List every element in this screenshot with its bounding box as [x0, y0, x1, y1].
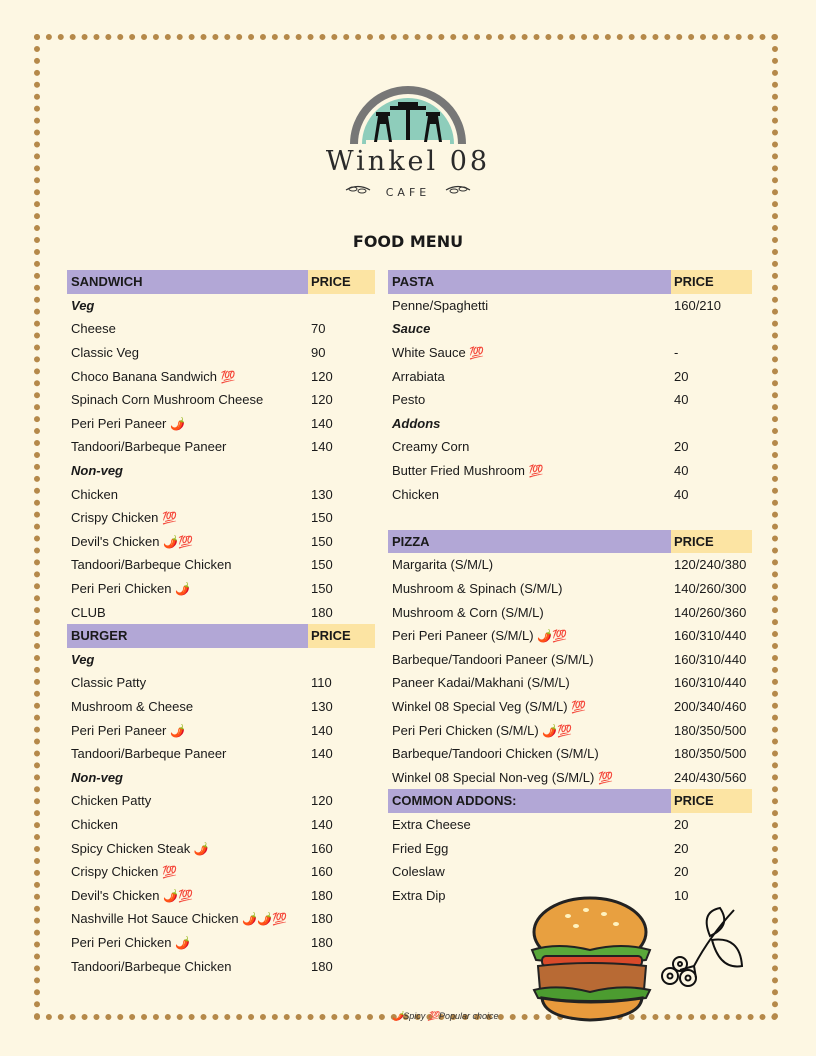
subsection-title: Veg [71, 651, 95, 667]
item-name-cell [67, 557, 308, 572]
menu-item [388, 860, 752, 884]
item-tags-icon: 🌶️ [170, 416, 185, 431]
item-name-cell [67, 723, 308, 738]
menu-item [388, 836, 752, 860]
item-name: Penne/Spaghetti [392, 297, 489, 313]
item-name: Chicken [71, 486, 118, 502]
item-name: White Sauce [392, 345, 466, 361]
spacer [388, 506, 752, 530]
item-name-cell [388, 817, 671, 832]
menu-item [67, 742, 375, 766]
item-name: Pesto [392, 392, 426, 408]
menu-item [67, 600, 375, 624]
item-price: 200/340/460 [674, 698, 747, 714]
item-tags-icon: 🌶️ [170, 723, 185, 738]
item-price: 40 [674, 486, 689, 502]
item-name-cell [388, 723, 671, 738]
item-price: 160/310/440 [674, 651, 747, 667]
subsection-label [67, 648, 375, 672]
item-price: 160/210 [674, 297, 721, 313]
menu-item [67, 341, 375, 365]
menu-item [67, 836, 375, 860]
menu-item [67, 718, 375, 742]
menu-item [67, 388, 375, 412]
burger-illustration [528, 894, 658, 1029]
item-price: 20 [674, 816, 689, 832]
item-name: Coleslaw [392, 864, 445, 880]
subsection-label [67, 765, 375, 789]
menu-item [388, 482, 752, 506]
item-tags-icon: 🌶️🌶️💯 [242, 912, 288, 927]
item-name: Chicken Patty [71, 793, 152, 809]
menu-item [388, 459, 752, 483]
price-header: PRICE [671, 789, 752, 813]
leaf-right-icon [444, 183, 472, 202]
item-price: 140 [311, 439, 333, 455]
subsection-title: Non-veg [71, 463, 123, 479]
item-name: Butter Fried Mushroom [392, 463, 525, 479]
item-name: Tandoori/Barbeque Paneer [71, 439, 227, 455]
menu-item [388, 553, 752, 577]
item-name-cell [67, 345, 308, 360]
item-name: Peri Peri Chicken [71, 581, 172, 597]
menu-item [67, 506, 375, 530]
item-name-cell [388, 652, 671, 667]
subsection-label [67, 459, 375, 483]
menu-item [388, 671, 752, 695]
item-price: 130 [311, 486, 333, 502]
item-price: 90 [311, 345, 326, 361]
item-name: Crispy Chicken [71, 864, 159, 880]
item-price: 180 [311, 887, 333, 903]
menu-item [388, 294, 752, 318]
item-price: 140 [311, 816, 333, 832]
menu-item [388, 388, 752, 412]
legend [392, 1011, 499, 1022]
item-name: Tandoori/Barbeque Chicken [71, 557, 232, 573]
item-price: 180 [311, 604, 333, 620]
leaf-left-icon [344, 183, 372, 202]
item-price: 110 [311, 675, 332, 691]
item-name-cell [67, 959, 308, 974]
legend-popular: Popular choice [438, 1011, 499, 1021]
price-header: PRICE [671, 530, 752, 554]
item-price: 40 [674, 392, 689, 408]
menu-item [388, 742, 752, 766]
section-header [388, 789, 752, 813]
section-title: BURGER [67, 624, 308, 648]
item-price: 160/310/440 [674, 675, 747, 691]
section-header [388, 270, 752, 294]
menu-item [67, 577, 375, 601]
item-price: 130 [311, 698, 333, 714]
item-name: Nashville Hot Sauce Chicken [71, 911, 239, 927]
item-name: Classic Veg [71, 345, 139, 361]
menu-item [388, 435, 752, 459]
item-price: 150 [311, 510, 333, 526]
item-name-cell [67, 581, 308, 596]
item-name: Mushroom & Cheese [71, 698, 194, 714]
item-name-cell [67, 864, 308, 879]
legend-spicy: Spicy [403, 1011, 426, 1021]
item-tags-icon: 🌶️ [175, 582, 191, 597]
item-name-cell [67, 675, 308, 690]
item-name-cell [388, 746, 671, 761]
price-header: PRICE [671, 270, 752, 294]
item-name: Crispy Chicken [71, 510, 159, 526]
item-name: Creamy Corn [392, 439, 470, 455]
subsection-title: Non-veg [71, 769, 123, 785]
subsection-label [67, 294, 375, 318]
menu-item [67, 482, 375, 506]
item-name: Extra Cheese [392, 816, 471, 832]
item-name: Peri Peri Chicken [71, 934, 172, 950]
item-name: Classic Patty [71, 675, 147, 691]
section-title: COMMON ADDONS: [388, 789, 671, 813]
menu-item [67, 553, 375, 577]
item-name: Winkel 08 Special Veg (S/M/L) [392, 698, 568, 714]
item-price: 120 [311, 392, 333, 408]
item-name-cell [67, 935, 308, 950]
item-price: 180 [311, 934, 333, 950]
section-title: PIZZA [388, 530, 671, 554]
item-name: Arrabiata [392, 368, 445, 384]
item-name: Fried Egg [392, 840, 449, 856]
item-name-cell [67, 534, 308, 549]
item-name: Mushroom & Spinach (S/M/L) [392, 581, 563, 597]
item-price: 140/260/360 [674, 604, 747, 620]
section-header [67, 270, 375, 294]
item-name: Barbeque/Tandoori Chicken (S/M/L) [392, 746, 599, 762]
subsection-label [388, 412, 752, 436]
subsection-title: Addons [392, 415, 441, 431]
menu-item [67, 671, 375, 695]
item-price: 140/260/300 [674, 581, 747, 597]
item-name-cell [388, 298, 671, 313]
item-name-cell [388, 770, 671, 785]
menu-item [388, 624, 752, 648]
item-tags-icon: 🌶️ [175, 935, 191, 950]
left-column [67, 270, 375, 978]
item-name-cell [388, 392, 671, 407]
item-name: Peri Peri Paneer [71, 722, 167, 738]
section-header [388, 530, 752, 554]
item-name-cell [388, 345, 671, 360]
item-price: 180 [311, 958, 333, 974]
item-name: Chicken [392, 486, 439, 502]
cafe-logo [0, 68, 816, 146]
menu-item [67, 530, 375, 554]
item-name: Peri Peri Paneer (S/M/L) [392, 628, 534, 644]
item-name: Tandoori/Barbeque Chicken [71, 958, 232, 974]
menu-title: FOOD MENU [352, 232, 464, 251]
section-header [67, 624, 375, 648]
item-price: 150 [311, 581, 333, 597]
item-name-cell [67, 746, 308, 761]
menu-item [388, 577, 752, 601]
item-tags-icon: 🌶️💯 [163, 888, 193, 903]
menu-item [388, 813, 752, 837]
item-price: 160 [311, 864, 333, 880]
item-tags-icon: 💯 [528, 464, 544, 479]
menu-item [388, 695, 752, 719]
menu-item [67, 931, 375, 955]
item-name-cell [67, 911, 308, 926]
item-name-cell [388, 557, 671, 572]
item-name: Paneer Kadai/Makhani (S/M/L) [392, 675, 570, 691]
item-name: Peri Peri Paneer [71, 415, 167, 431]
item-name: Chicken [71, 816, 118, 832]
item-name: Choco Banana Sandwich [71, 368, 217, 384]
menu-item [67, 860, 375, 884]
subsection-title: Veg [71, 297, 95, 313]
item-price: 180/350/500 [674, 746, 747, 762]
menu-item [388, 341, 752, 365]
brand-tagline: CAFE [385, 186, 431, 199]
item-name-cell [388, 675, 671, 690]
menu-item [388, 765, 752, 789]
item-name-cell [67, 369, 308, 384]
menu-item [67, 907, 375, 931]
menu-item [67, 954, 375, 978]
menu-item [388, 364, 752, 388]
item-name: Peri Peri Chicken (S/M/L) [392, 722, 539, 738]
item-price: 70 [311, 321, 326, 337]
subsection-label [388, 317, 752, 341]
item-price: 20 [674, 368, 689, 384]
item-price: 120 [311, 368, 333, 384]
item-name-cell [67, 817, 308, 832]
section-title: PASTA [388, 270, 671, 294]
item-tags-icon: 🌶️💯 [163, 534, 193, 549]
item-tags-icon: 💯 [162, 511, 177, 526]
item-name: Devil's Chicken [71, 887, 160, 903]
item-name-cell [67, 439, 308, 454]
item-name-cell [388, 864, 671, 879]
item-price: 20 [674, 864, 689, 880]
price-header: PRICE [308, 624, 375, 648]
item-name-cell [388, 628, 671, 643]
item-name: Barbeque/Tandoori Paneer (S/M/L) [392, 651, 594, 667]
subsection-title: Sauce [392, 321, 431, 337]
menu-item [67, 412, 375, 436]
item-name-cell [388, 369, 671, 384]
item-price: 20 [674, 840, 689, 856]
item-price: 150 [311, 533, 333, 549]
price-header: PRICE [308, 270, 375, 294]
item-price: 160/310/440 [674, 628, 747, 644]
item-tags-icon: 💯 [162, 865, 177, 880]
item-name: Spicy Chicken Steak [71, 840, 191, 856]
item-name-cell [388, 439, 671, 454]
right-column [388, 270, 752, 907]
item-name: Margarita (S/M/L) [392, 557, 494, 573]
item-price: 180/350/500 [674, 722, 747, 738]
berries-illustration [650, 906, 746, 995]
item-name-cell [67, 510, 308, 525]
menu-item [67, 317, 375, 341]
item-name-cell [67, 793, 308, 808]
item-price: 20 [674, 439, 689, 455]
item-price: 140 [311, 722, 333, 738]
item-name: Tandoori/Barbeque Paneer [71, 746, 227, 762]
item-price: 120/240/380 [674, 557, 747, 573]
item-price: 140 [311, 746, 333, 762]
item-tags-icon: 🌶️ [193, 841, 209, 856]
item-price: 10 [674, 887, 689, 903]
item-tags-icon: 🌶️💯 [542, 723, 573, 738]
item-name: CLUB [71, 604, 106, 620]
item-price: - [674, 345, 679, 361]
hundred-icon: 💯 [427, 1011, 439, 1021]
item-name-cell [67, 605, 308, 620]
item-name-cell [388, 581, 671, 596]
item-tags-icon: 💯 [220, 369, 236, 384]
item-name-cell [67, 699, 308, 714]
item-name-cell [67, 841, 308, 856]
item-price: 140 [311, 415, 333, 431]
item-name: Devil's Chicken [71, 533, 160, 549]
menu-item [388, 718, 752, 742]
item-name-cell [388, 841, 671, 856]
item-price: 160 [311, 840, 333, 856]
menu-item [67, 883, 375, 907]
item-name-cell [388, 605, 671, 620]
menu-item [67, 435, 375, 459]
item-name-cell [67, 392, 308, 407]
item-name: Winkel 08 Special Non-veg (S/M/L) [392, 769, 595, 785]
menu-item [388, 600, 752, 624]
menu-item [67, 813, 375, 837]
item-name-cell [67, 888, 308, 903]
item-price: 180 [311, 911, 333, 927]
item-name-cell [388, 463, 671, 478]
item-price: 150 [311, 557, 333, 573]
menu-item [67, 789, 375, 813]
brand-name: Winkel 08 [325, 146, 491, 177]
item-tags-icon: 💯 [597, 770, 613, 785]
item-price: 240/430/560 [674, 769, 747, 785]
item-tags-icon: 🌶️💯 [537, 629, 568, 644]
item-tags-icon: 💯 [469, 346, 485, 361]
item-name-cell [388, 699, 671, 714]
item-name: Cheese [71, 321, 116, 337]
item-name-cell [67, 321, 308, 336]
item-price: 40 [674, 463, 689, 479]
menu-item [388, 648, 752, 672]
item-name: Extra Dip [392, 887, 446, 903]
item-tags-icon: 💯 [571, 699, 587, 714]
item-price: 120 [311, 793, 333, 809]
menu-item [67, 364, 375, 388]
item-name-cell [67, 487, 308, 502]
item-name: Spinach Corn Mushroom Cheese [71, 392, 264, 408]
item-name-cell [388, 487, 671, 502]
chili-icon: 🌶️ [392, 1011, 404, 1021]
item-name: Mushroom & Corn (S/M/L) [392, 604, 544, 620]
section-title: SANDWICH [67, 270, 308, 294]
menu-item [67, 695, 375, 719]
item-name-cell [67, 416, 308, 431]
